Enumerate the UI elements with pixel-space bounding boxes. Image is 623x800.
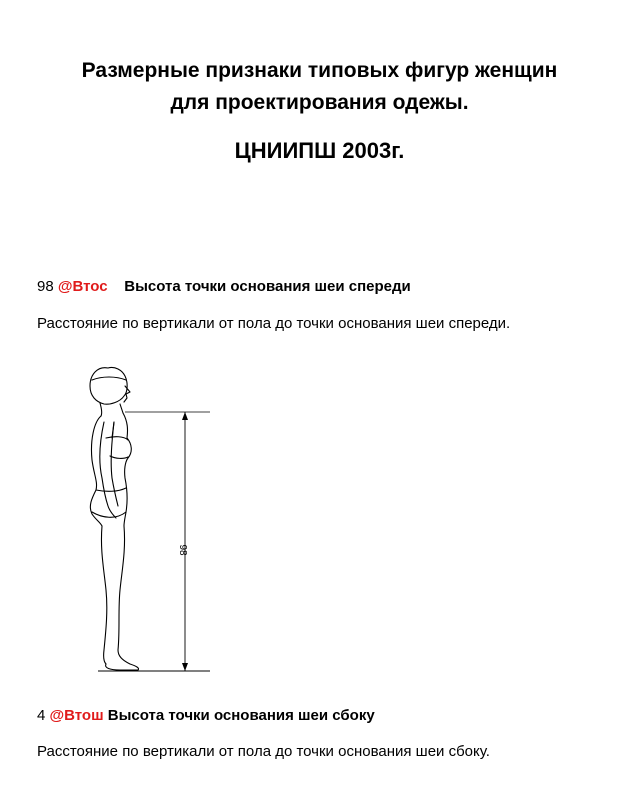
neck bbox=[100, 403, 123, 416]
front-outline bbox=[123, 413, 131, 526]
dimension-label: 98 bbox=[177, 544, 188, 556]
measure-heading-4 bbox=[37, 706, 375, 726]
measure-description: Расстояние по вертикали от пола до точки основания шеи спереди. bbox=[37, 315, 511, 332]
briefs bbox=[92, 488, 126, 517]
dimension-arrow-top bbox=[182, 412, 188, 420]
source-title: ЦНИИПШ 2003г. bbox=[234, 138, 405, 163]
front-leg bbox=[118, 526, 139, 670]
measure-name: Высота точки основания шеи сбоку bbox=[107, 707, 375, 724]
measure-code: @Втос bbox=[57, 278, 108, 295]
measure-number: 4 bbox=[37, 707, 46, 724]
cap-band bbox=[92, 377, 126, 380]
dimension-arrow-bottom bbox=[182, 663, 188, 671]
measure-heading-98 bbox=[37, 277, 411, 297]
measure-name: Высота точки основания шеи спереди bbox=[124, 278, 411, 295]
head-outline bbox=[90, 367, 127, 404]
page-title-line-2: для проектирования одежы. bbox=[170, 91, 469, 114]
page-title-line-1: Размерные признаки типовых фигур женщин bbox=[81, 59, 558, 82]
measure-code: @Втош bbox=[49, 707, 104, 724]
bra bbox=[106, 422, 128, 458]
back-leg bbox=[101, 526, 106, 664]
measure-number: 98 bbox=[37, 278, 54, 295]
body-measurement-illustration bbox=[70, 360, 230, 680]
measure-description: Расстояние по вертикали от пола до точки основания шеи сбоку. bbox=[37, 743, 490, 760]
